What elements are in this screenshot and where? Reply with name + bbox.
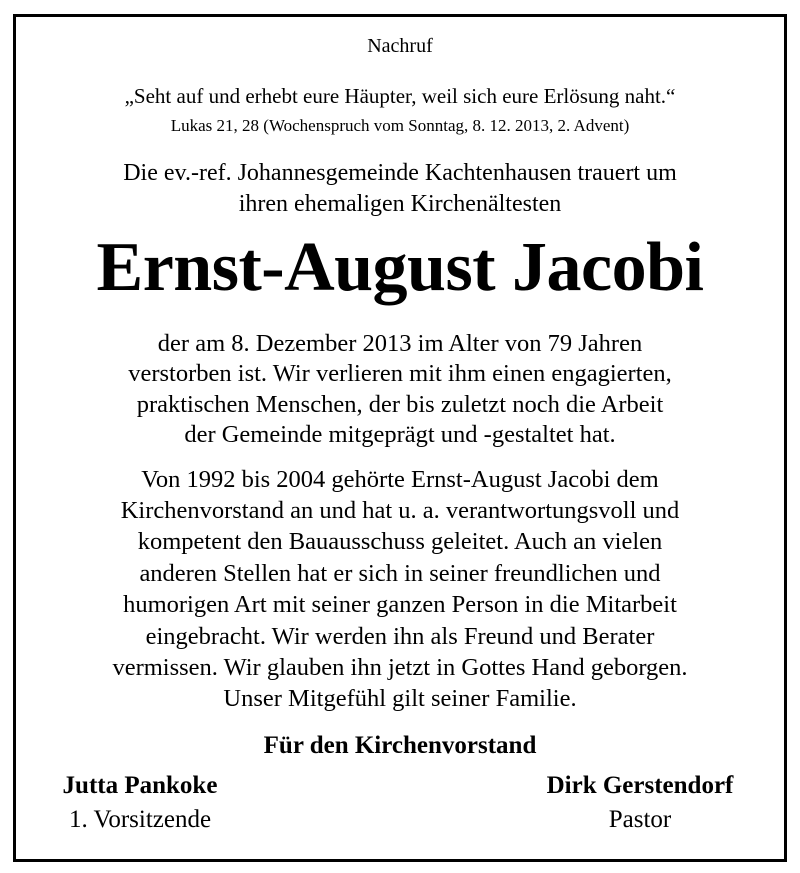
paragraph1-line: der am 8. Dezember 2013 im Alter von 79 Jahren: [157, 330, 643, 357]
paragraph1-line: praktischen Menschen, der bis zuletzt noch die Arbeit: [136, 391, 664, 418]
paragraph2-line: vermissen. Wir glauben ihn jetzt in Gottes Hand geborgen.: [112, 654, 688, 681]
paragraph2-line: Von 1992 bis 2004 gehörte Ernst-August Jacobi dem: [141, 466, 659, 493]
paragraph2-line: Unser Mitgefühl gilt seiner Familie.: [223, 685, 577, 712]
signatory-role: 1. Vorsitzende: [68, 806, 212, 833]
signatory-role: Pastor: [608, 806, 672, 833]
bible-verse: „Seht auf und erhebt eure Häupter, weil sich eure Erlösung naht.“: [124, 84, 676, 108]
paragraph2-line: eingebracht. Wir werden ihn als Freund und Berater: [145, 623, 655, 650]
intro-line: Die ev.-ref. Johannesgemeinde Kachtenhausen trauert um: [123, 160, 677, 186]
signatory-name: Jutta Pankoke: [62, 772, 218, 799]
paragraph1-line: verstorben ist. Wir verlieren mit ihm einen engagierten,: [128, 360, 672, 387]
signed-for: Für den Kirchenvorstand: [263, 732, 537, 759]
paragraph2-line: kompetent den Bauausschuss geleitet. Auch an vielen: [137, 528, 663, 555]
paragraph2-line: anderen Stellen hat er sich in seiner freundlichen und: [139, 560, 661, 587]
paragraph2-line: Kirchenvorstand an und hat u. a. verantwortungsvoll und: [120, 497, 680, 524]
signatory-name: Dirk Gerstendorf: [546, 772, 734, 799]
deceased-name: Ernst-August Jacobi: [96, 229, 704, 306]
paragraph2-line: humorigen Art mit seiner ganzen Person in die Mitarbeit: [123, 591, 677, 618]
paragraph1-line: der Gemeinde mitgeprägt und -gestaltet hat.: [184, 421, 616, 448]
verse-reference: Lukas 21, 28 (Wochenspruch vom Sonntag, 8. 12. 2013, 2. Advent): [170, 116, 630, 135]
notice-heading: Nachruf: [367, 35, 433, 57]
intro-line: ihren ehemaligen Kirchenältesten: [238, 191, 562, 217]
